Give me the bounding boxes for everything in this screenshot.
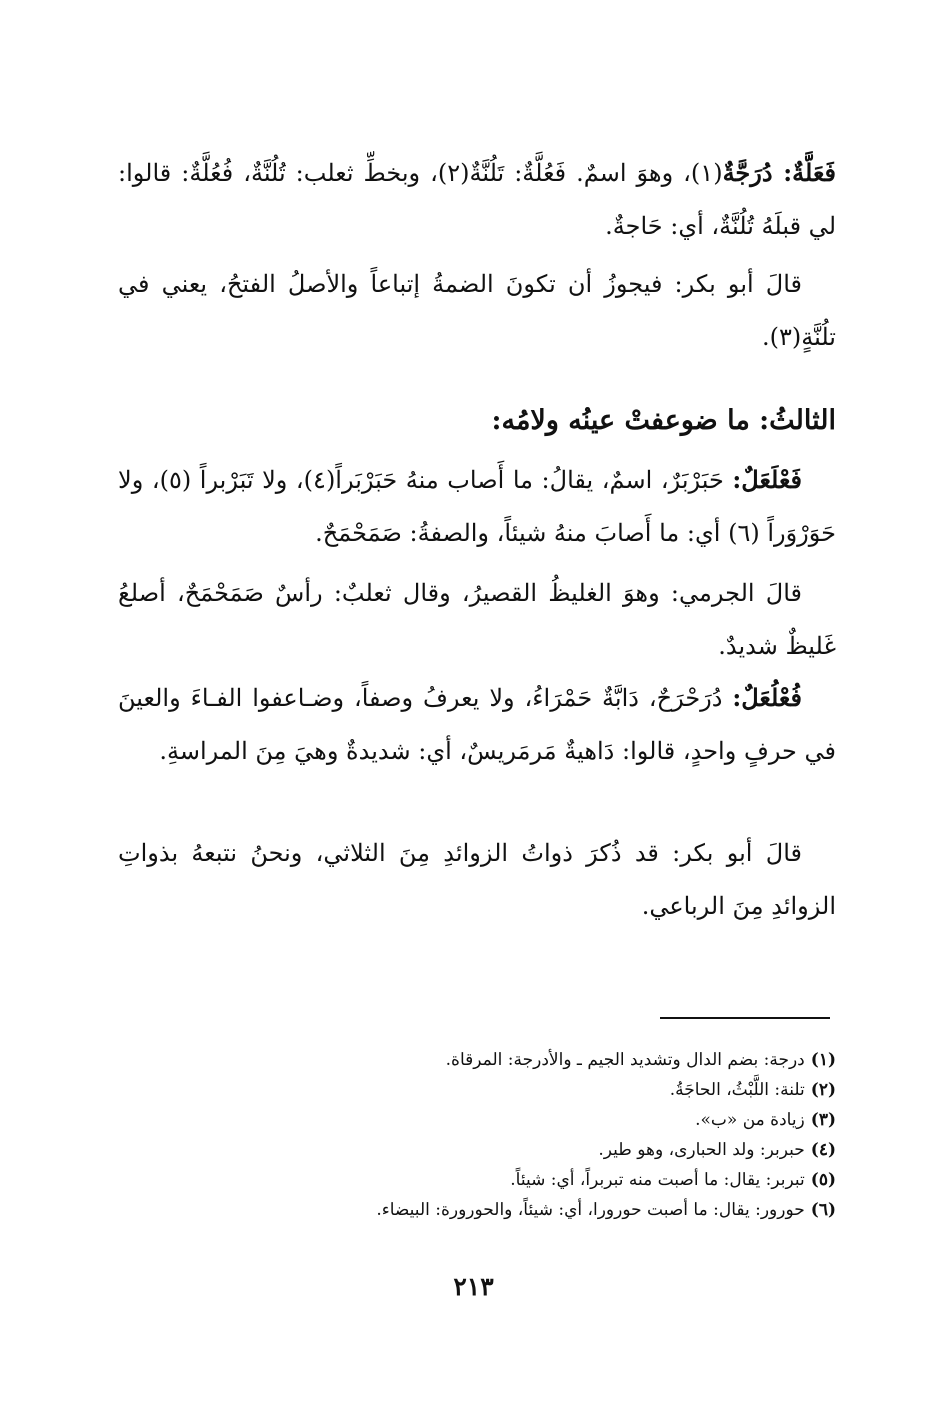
paragraph-4	[118, 567, 836, 673]
footnote-number: (٢)	[810, 1080, 836, 1100]
paragraph-3	[118, 453, 836, 560]
footnote-text: تلنة: اللَّبْثُ، الحاجَةُ.	[669, 1080, 805, 1100]
footnote-item	[200, 1165, 836, 1195]
footnote-number: (٦)	[810, 1200, 836, 1220]
footnote-separator	[660, 1017, 830, 1019]
paragraph-3-lead: فَعْلَعَلٌ:	[732, 465, 803, 494]
footnote-text: زيادة من «ب».	[695, 1110, 805, 1130]
paragraph-6	[118, 827, 836, 933]
paragraph-1-lead: فَعَلَّةٌ: دُرَجَّةٌ	[722, 158, 836, 187]
paragraph-2-text: قالَ أبو بكر: فيجوزُ أن تكونَ الضمةُ إتباعاً والأصلُ الفتحُ، يعني في تلُنَّةٍ(٣).	[118, 270, 836, 351]
footnote-item	[200, 1195, 836, 1225]
footnote-item	[200, 1075, 836, 1105]
page-number: ٢١٣	[453, 1272, 494, 1301]
footnote-text: درجة: بضم الدال وتشديد الجيم ـ والأدرجة: المرقاة.	[445, 1050, 805, 1070]
paragraph-5	[118, 671, 836, 778]
footnote-number: (٣)	[810, 1110, 836, 1130]
paragraph-1	[118, 146, 836, 253]
footnote-number: (٤)	[810, 1140, 836, 1160]
footnote-item	[200, 1105, 836, 1135]
footnote-text: حورور: يقال: ما أصبت حورورا، أي: شيئاً، والحورورة: البيضاء.	[376, 1200, 805, 1220]
footnote-item	[200, 1135, 836, 1165]
paragraph-1-text: (١)، وهوَ اسمٌ. فَعُلَّةٌ: تَلُنَّةٌ(٢)، وبخطِّ ثعلب: تُلُنَّةٌ، فُعُلَّةٌ: قالوا: لي قبلَهُ تُلُنَّةٌ، أي: حَاجةٌ.	[118, 159, 836, 240]
footnote-text: تبربر: يقال: ما أصبت منه تبربراً، أي: شيئاً.	[510, 1170, 805, 1190]
footnote-item	[200, 1045, 836, 1075]
footnote-number: (١)	[810, 1050, 836, 1070]
footnote-number: (٥)	[810, 1170, 836, 1190]
footnotes	[200, 1045, 836, 1225]
section-heading: الثالثُ: ما ضوعفتْ عينُه ولامُه:	[491, 405, 836, 436]
paragraph-6-text: قالَ أبو بكر: قد ذُكرَ ذواتُ الزوائدِ مِنَ الثلاثي، ونحنُ نتبعهُ بذواتِ الزوائدِ مِنَ الرباعي.	[118, 839, 836, 920]
paragraph-2	[118, 258, 836, 364]
paragraph-5-lead: فُعْلُعَلٌ:	[732, 683, 802, 712]
paragraph-4-text: قالَ الجرمي: وهوَ الغليظُ القصيرُ، وقال ثعلبٌ: رأسٌ صَمَحْمَحٌ، أصلعُ غَليظٌ شديدٌ.	[118, 579, 836, 660]
paragraph-5-text: دُرَحْرَحٌ، دَابَّةٌ حَمْرَاءُ، ولا يعرفُ وصفاً، وضـاعفوا الفـاءَ والعينَ في حرفٍ واحدٍ، قالوا: دَاهيةٌ مَرمَريسٌ، أي: شديدةٌ وهيَ مِنَ المراسةِ.	[118, 684, 836, 765]
footnote-text: حبربر: ولد الحبارى، وهو طير.	[598, 1140, 805, 1160]
paragraph-3-text: حَبَرْبَرٌ، اسمٌ، يقالُ: ما أَصاب منهُ حَبَرْبَراً(٤)، ولا تَبَرْبراً (٥)، ولا حَوَرْوَراً (٦) أي: ما أَصابَ منهُ شيئاً، والصفةُ: صَمَحْمَحٌ.	[118, 466, 836, 547]
